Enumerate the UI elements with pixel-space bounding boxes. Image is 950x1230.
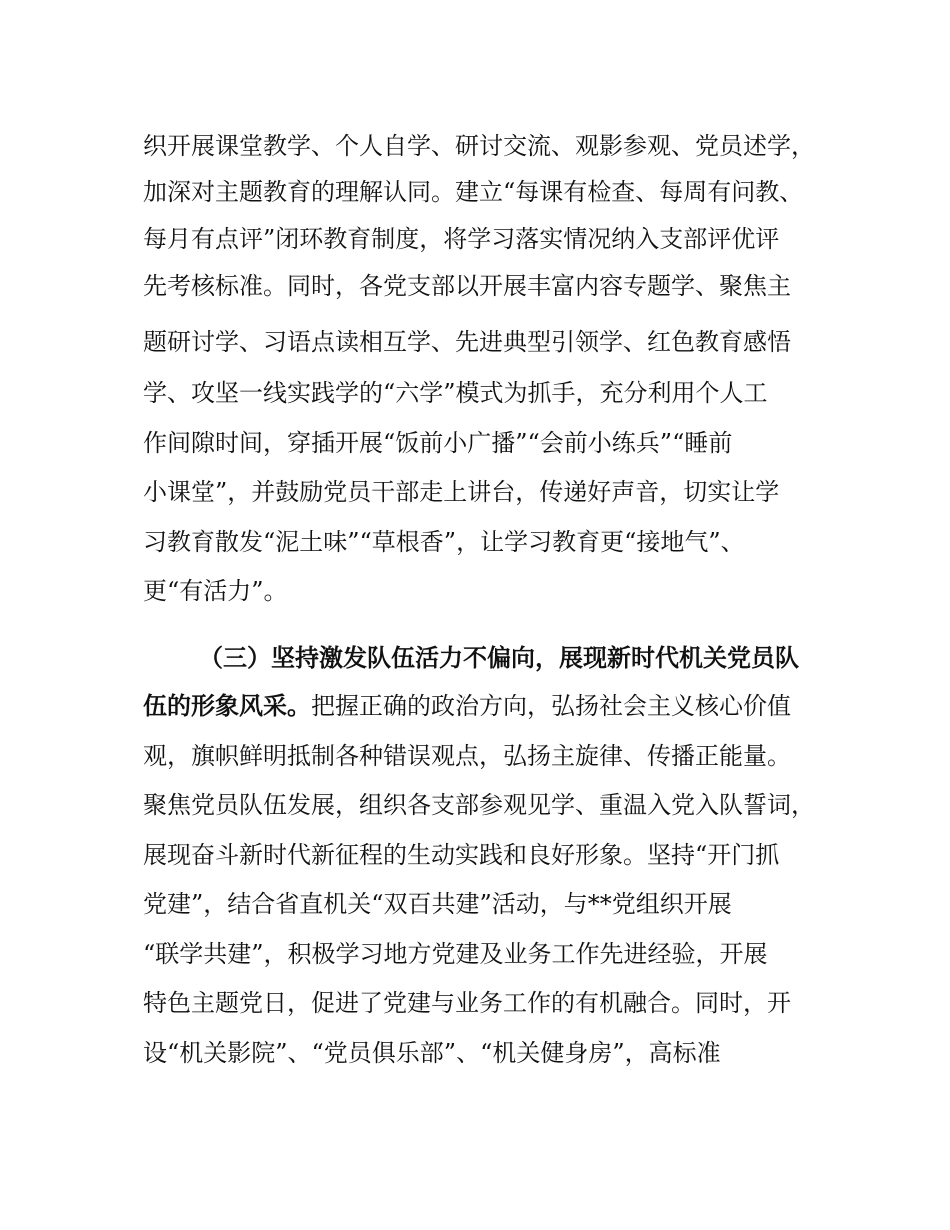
text-line: “联学共建”，积极学习地方党建及业务工作先进经验，开展	[143, 940, 768, 968]
text-line: 织开展课堂教学、个人自学、研讨交流、观影参观、党员述学，	[143, 132, 815, 160]
text-line: 加深对主题教育的理解认同。建立“每课有检查、每周有问教、	[143, 178, 804, 206]
text-line: 展现奋斗新时代新征程的生动实践和良好形象。坚持“开门抓	[143, 841, 780, 869]
text-span: 把握正确的政治方向，弘扬社会主义核心价值	[311, 692, 791, 720]
text-line: 作间隙时间，穿插开展“饭前小广播”“会前小练兵”“睡前	[143, 429, 733, 457]
text-line: 小课堂”，并鼓励党员干部走上讲台，传递好声音，切实让学	[143, 478, 780, 506]
text-line: 习教育散发“泥土味”“草根香”，让学习教育更“接地气”、	[143, 528, 745, 556]
text-line: 学、攻坚一线实践学的“六学”模式为抓手，充分利用个人工	[143, 379, 768, 407]
text-line: 设“机关影院”、“党员俱乐部”、“机关健身房”，高标准	[143, 1039, 721, 1067]
text-line: 聚焦党员队伍发展，组织各支部参观见学、重温入党入队誓词，	[143, 791, 815, 819]
text-line: 观，旗帜鲜明抵制各种错误观点，弘扬主旋律、传播正能量。	[143, 742, 791, 770]
text-line: 每月有点评”闭环教育制度，将学习落实情况纳入支部评优评	[143, 225, 780, 253]
text-line: 特色主题党日，促进了党建与业务工作的有机融合。同时，开	[143, 989, 791, 1017]
text-line: 更“有活力”。	[143, 577, 288, 605]
text-line: 题研讨学、习语点读相互学、先进典型引领学、红色教育感悟	[143, 328, 791, 356]
section-heading-continued: 伍的形象风采。	[143, 692, 311, 720]
text-line	[143, 691, 823, 721]
text-line: 先考核标准。同时，各党支部以开展丰富内容专题学、聚焦主	[143, 272, 791, 300]
section-heading: （三）坚持激发队伍活力不偏向，展现新时代机关党员队	[199, 644, 799, 672]
text-line: 党建”，结合省直机关“双百共建”活动，与**党组织开展	[143, 890, 732, 918]
